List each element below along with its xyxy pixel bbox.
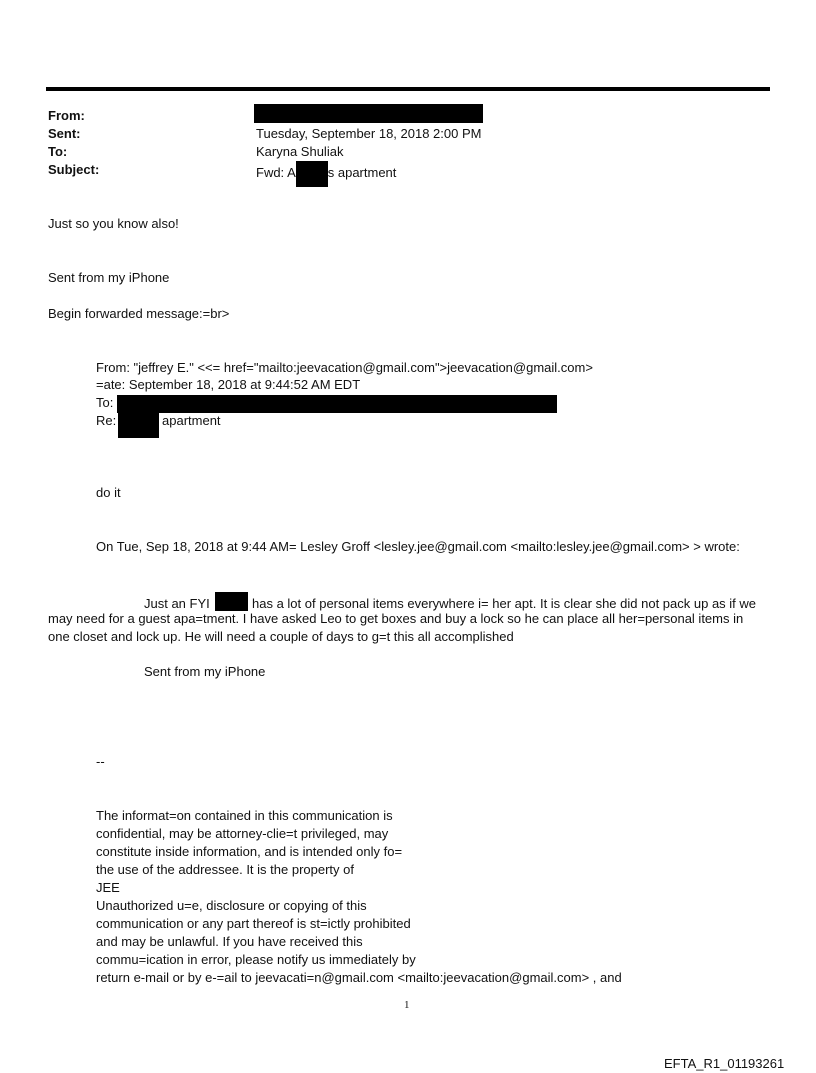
separator: -- [96, 754, 105, 769]
disclaimer-line: communication or any part thereof is st=ictly prohibited [96, 916, 411, 931]
fwd-to-label: To: [96, 395, 114, 410]
fwd-from-line: From: "jeffrey E." <<= href="mailto:jeevacation@gmail.com">jeevacation@gmail.com> [96, 360, 593, 375]
disclaimer-line: constitute inside information, and is intended only fo= [96, 844, 403, 859]
page-number: 1 [404, 999, 410, 1011]
fwd-re-suffix: apartment [162, 413, 221, 428]
fwd-re-redaction [118, 413, 159, 438]
subject-suffix: s apartment [327, 165, 397, 180]
subject-redaction [296, 161, 328, 187]
to-value: Karyna Shuliak [256, 144, 344, 159]
disclaimer-line: return e-mail or by e-=ail to jeevacati=n@gmail.com <mailto:jeevacation@gmail.com> , and [96, 970, 622, 985]
from-label: From: [48, 108, 85, 123]
body-line-2: Sent from my iPhone [48, 270, 170, 285]
quoted-prefix: Just an FYI [144, 596, 210, 611]
to-label: To: [48, 144, 68, 159]
quoted-rest-1: has a lot of personal items everywhere i= her apt. It is clear she did not pack up as if we [252, 596, 757, 611]
disclaimer-line: commu=ication in error, please notify us immediately by [96, 952, 416, 967]
disclaimer-line: The informat=on contained in this communication is [96, 808, 393, 823]
sent-value: Tuesday, September 18, 2018 2:00 PM [256, 126, 482, 141]
body-line-3: Begin forwarded message:=br> [48, 306, 230, 321]
body-line-1: Just so you know also! [48, 216, 179, 231]
document-id: EFTA_R1_01193261 [664, 1056, 785, 1071]
header-rule [46, 87, 770, 91]
quoted-line-3: one closet and lock up. He will need a couple of days to g=t this all accomplished [48, 629, 514, 644]
disclaimer-line: Unauthorized u=e, disclosure or copying of this [96, 898, 367, 913]
fwd-date-line: =ate: September 18, 2018 at 9:44:52 AM EDT [96, 377, 361, 392]
sent-label: Sent: [48, 126, 81, 141]
quoted-redaction [215, 592, 248, 611]
fwd-re-label: Re: [96, 413, 117, 428]
reply-text: do it [96, 485, 121, 500]
disclaimer-line: confidential, may be attorney-clie=t privileged, may [96, 826, 389, 841]
subject-prefix: Fwd: A [256, 165, 296, 180]
quoted-signature: Sent from my iPhone [144, 664, 266, 679]
fwd-to-redaction [117, 395, 557, 413]
quoted-line-2: may need for a guest apa=tment. I have asked Leo to get boxes and buy a lock so he can place all her=personal items in [48, 611, 744, 626]
subject-label: Subject: [48, 162, 100, 177]
from-redaction [254, 104, 483, 123]
disclaimer-line: and may be unlawful. If you have received this [96, 934, 363, 949]
disclaimer-line: JEE [96, 880, 120, 895]
disclaimer-line: the use of the addressee. It is the property of [96, 862, 354, 877]
on-wrote-line: On Tue, Sep 18, 2018 at 9:44 AM= Lesley Groff <lesley.jee@gmail.com <mailto:lesley.jee@gmail.com> > wrote: [96, 539, 740, 554]
subject-value [256, 161, 396, 187]
